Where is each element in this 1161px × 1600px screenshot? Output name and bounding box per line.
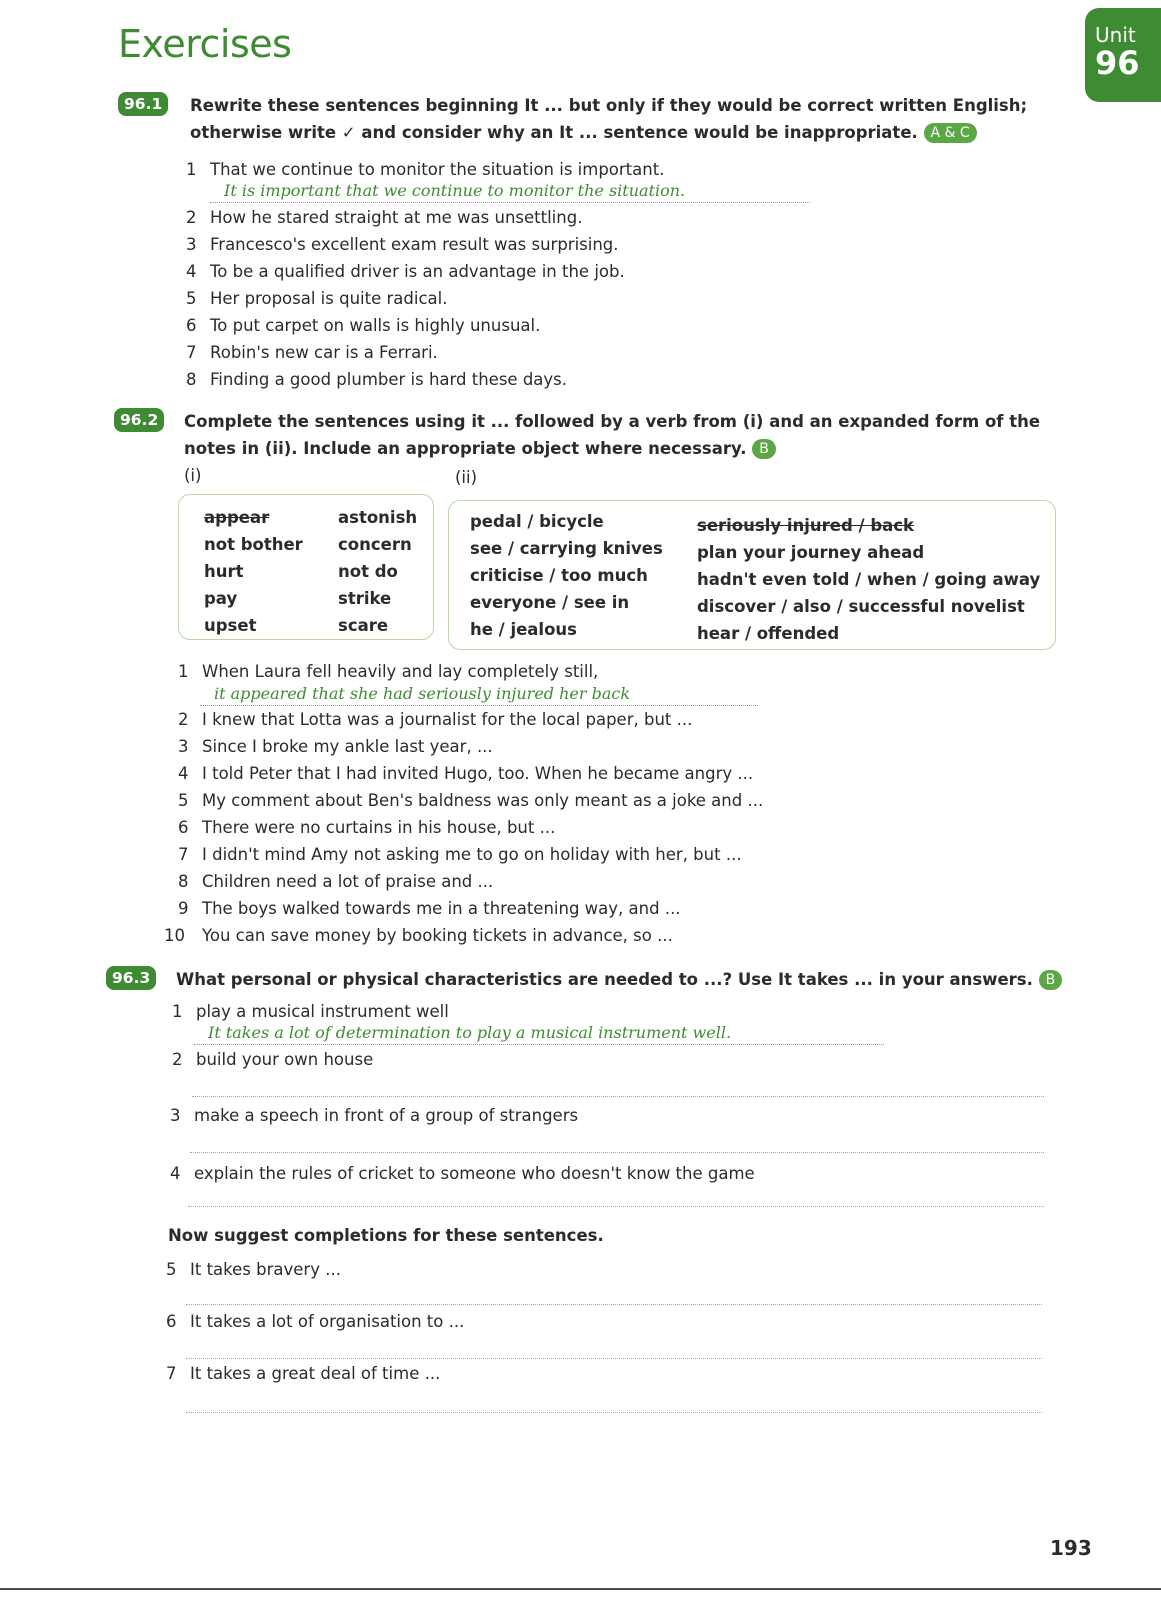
list-item: 1 play a musical instrument well (172, 1002, 449, 1021)
notes-column-1 (470, 508, 663, 643)
note-item: he / jealous (470, 620, 577, 639)
note-item: discover / also / successful novelist (697, 597, 1025, 616)
note-item: everyone / see in (470, 593, 630, 612)
answer-line[interactable] (190, 1152, 1044, 1153)
section-badge: B (1039, 970, 1063, 990)
list-item: 2 build your own house (172, 1050, 374, 1069)
list-item: 1 When Laura fell heavily and lay completely still, (178, 662, 599, 681)
list-item: 4 To be a qualified driver is an advantage in the job. (186, 262, 625, 281)
answer-line[interactable] (186, 1412, 1042, 1413)
instruction-line: Rewrite these sentences beginning It ... but only if they would be correct written English; (190, 96, 1028, 115)
section-badge: A & C (924, 123, 977, 143)
unit-number: 96 (1095, 44, 1140, 82)
verb-item: concern (338, 535, 412, 554)
unit-label: Unit (1095, 23, 1136, 47)
answer-line[interactable] (188, 1206, 1044, 1207)
exercise-number-96-3: 96.3 (106, 966, 156, 990)
note-item: pedal / bicycle (470, 512, 604, 531)
note-item: hadn't even told / when / going away (697, 570, 1041, 589)
verb-item: not bother (204, 535, 303, 554)
exercise-96-2-instructions (184, 408, 1040, 462)
exercise-96-1-instructions (190, 92, 1027, 146)
verbs-column-1 (204, 504, 303, 639)
list-item: 9 The boys walked towards me in a threatening way, and ... (178, 899, 681, 918)
verb-item: astonish (338, 508, 418, 527)
verb-item: scare (338, 616, 389, 635)
note-item: plan your journey ahead (697, 543, 925, 562)
verb-item: strike (338, 589, 392, 608)
list-item: 3 Since I broke my ankle last year, ... (178, 737, 493, 756)
unit-tab (1085, 8, 1161, 102)
footer-rule (0, 1588, 1161, 1590)
section-badge: B (752, 439, 776, 459)
list-item: 2 How he stared straight at me was unsettling. (186, 208, 583, 227)
verb-item: upset (204, 616, 257, 635)
verb-item: not do (338, 562, 398, 581)
exercise-number-96-2: 96.2 (114, 408, 164, 432)
box-label-i: (i) (184, 466, 202, 485)
instruction-line (190, 119, 1027, 146)
sub-heading: Now suggest completions for these sentences. (168, 1226, 604, 1245)
page-title: Exercises (118, 22, 292, 66)
verb-item: appear (204, 508, 270, 527)
answer-example: it appeared that she had seriously injured her back (200, 683, 758, 706)
list-item: 5 Her proposal is quite radical. (186, 289, 448, 308)
answer-line[interactable] (192, 1096, 1044, 1097)
list-item: 5 It takes bravery ... (166, 1260, 341, 1279)
note-item: seriously injured / back (697, 516, 915, 535)
instruction-line: Complete the sentences using it ... followed by a verb from (i) and an expanded form of the (184, 412, 1041, 431)
answer-line[interactable] (186, 1304, 1042, 1305)
list-item: 10 You can save money by booking tickets in advance, so ... (164, 926, 673, 945)
list-item: 5 My comment about Ben's baldness was only meant as a joke and ... (178, 791, 764, 810)
instruction-text: What personal or physical characteristics are needed to ...? Use It takes ... in your answers. (176, 970, 1033, 989)
exercise-96-3-instructions (176, 966, 1062, 993)
instruction-text: notes in (ii). Include an appropriate object where necessary. (184, 439, 747, 458)
list-item: 4 explain the rules of cricket to someone who doesn't know the game (170, 1164, 755, 1183)
box-label-ii: (ii) (455, 468, 478, 487)
list-item: 3 Francesco's excellent exam result was surprising. (186, 235, 619, 254)
list-item: 1 That we continue to monitor the situation is important. (186, 160, 665, 179)
list-item: 7 It takes a great deal of time ... (166, 1364, 441, 1383)
answer-line[interactable] (186, 1358, 1042, 1359)
note-item: see / carrying knives (470, 539, 663, 558)
instruction-line (184, 435, 1040, 462)
instruction-text: otherwise write ✓ and consider why an It ... sentence would be inappropriate. (190, 123, 918, 142)
list-item: 3 make a speech in front of a group of strangers (170, 1106, 579, 1125)
verb-item: hurt (204, 562, 244, 581)
answer-example: It takes a lot of determination to play a musical instrument well. (194, 1022, 884, 1045)
list-item: 2 I knew that Lotta was a journalist for the local paper, but ... (178, 710, 693, 729)
list-item: 8 Children need a lot of praise and ... (178, 872, 494, 891)
list-item: 7 Robin's new car is a Ferrari. (186, 343, 438, 362)
verb-item: pay (204, 589, 238, 608)
notes-column-2 (697, 512, 1040, 647)
note-item: hear / offended (697, 624, 840, 643)
list-item: 6 It takes a lot of organisation to ... (166, 1312, 465, 1331)
answer-example: It is important that we continue to monitor the situation. (210, 180, 810, 203)
verbs-column-2 (338, 504, 417, 639)
list-item: 4 I told Peter that I had invited Hugo, too. When he became angry ... (178, 764, 754, 783)
exercise-number-96-1: 96.1 (118, 92, 168, 116)
list-item: 8 Finding a good plumber is hard these days. (186, 370, 568, 389)
list-item: 6 To put carpet on walls is highly unusual. (186, 316, 541, 335)
list-item: 6 There were no curtains in his house, but ... (178, 818, 556, 837)
list-item: 7 I didn't mind Amy not asking me to go on holiday with her, but ... (178, 845, 742, 864)
note-item: criticise / too much (470, 566, 648, 585)
page-number: 193 (1050, 1536, 1092, 1560)
